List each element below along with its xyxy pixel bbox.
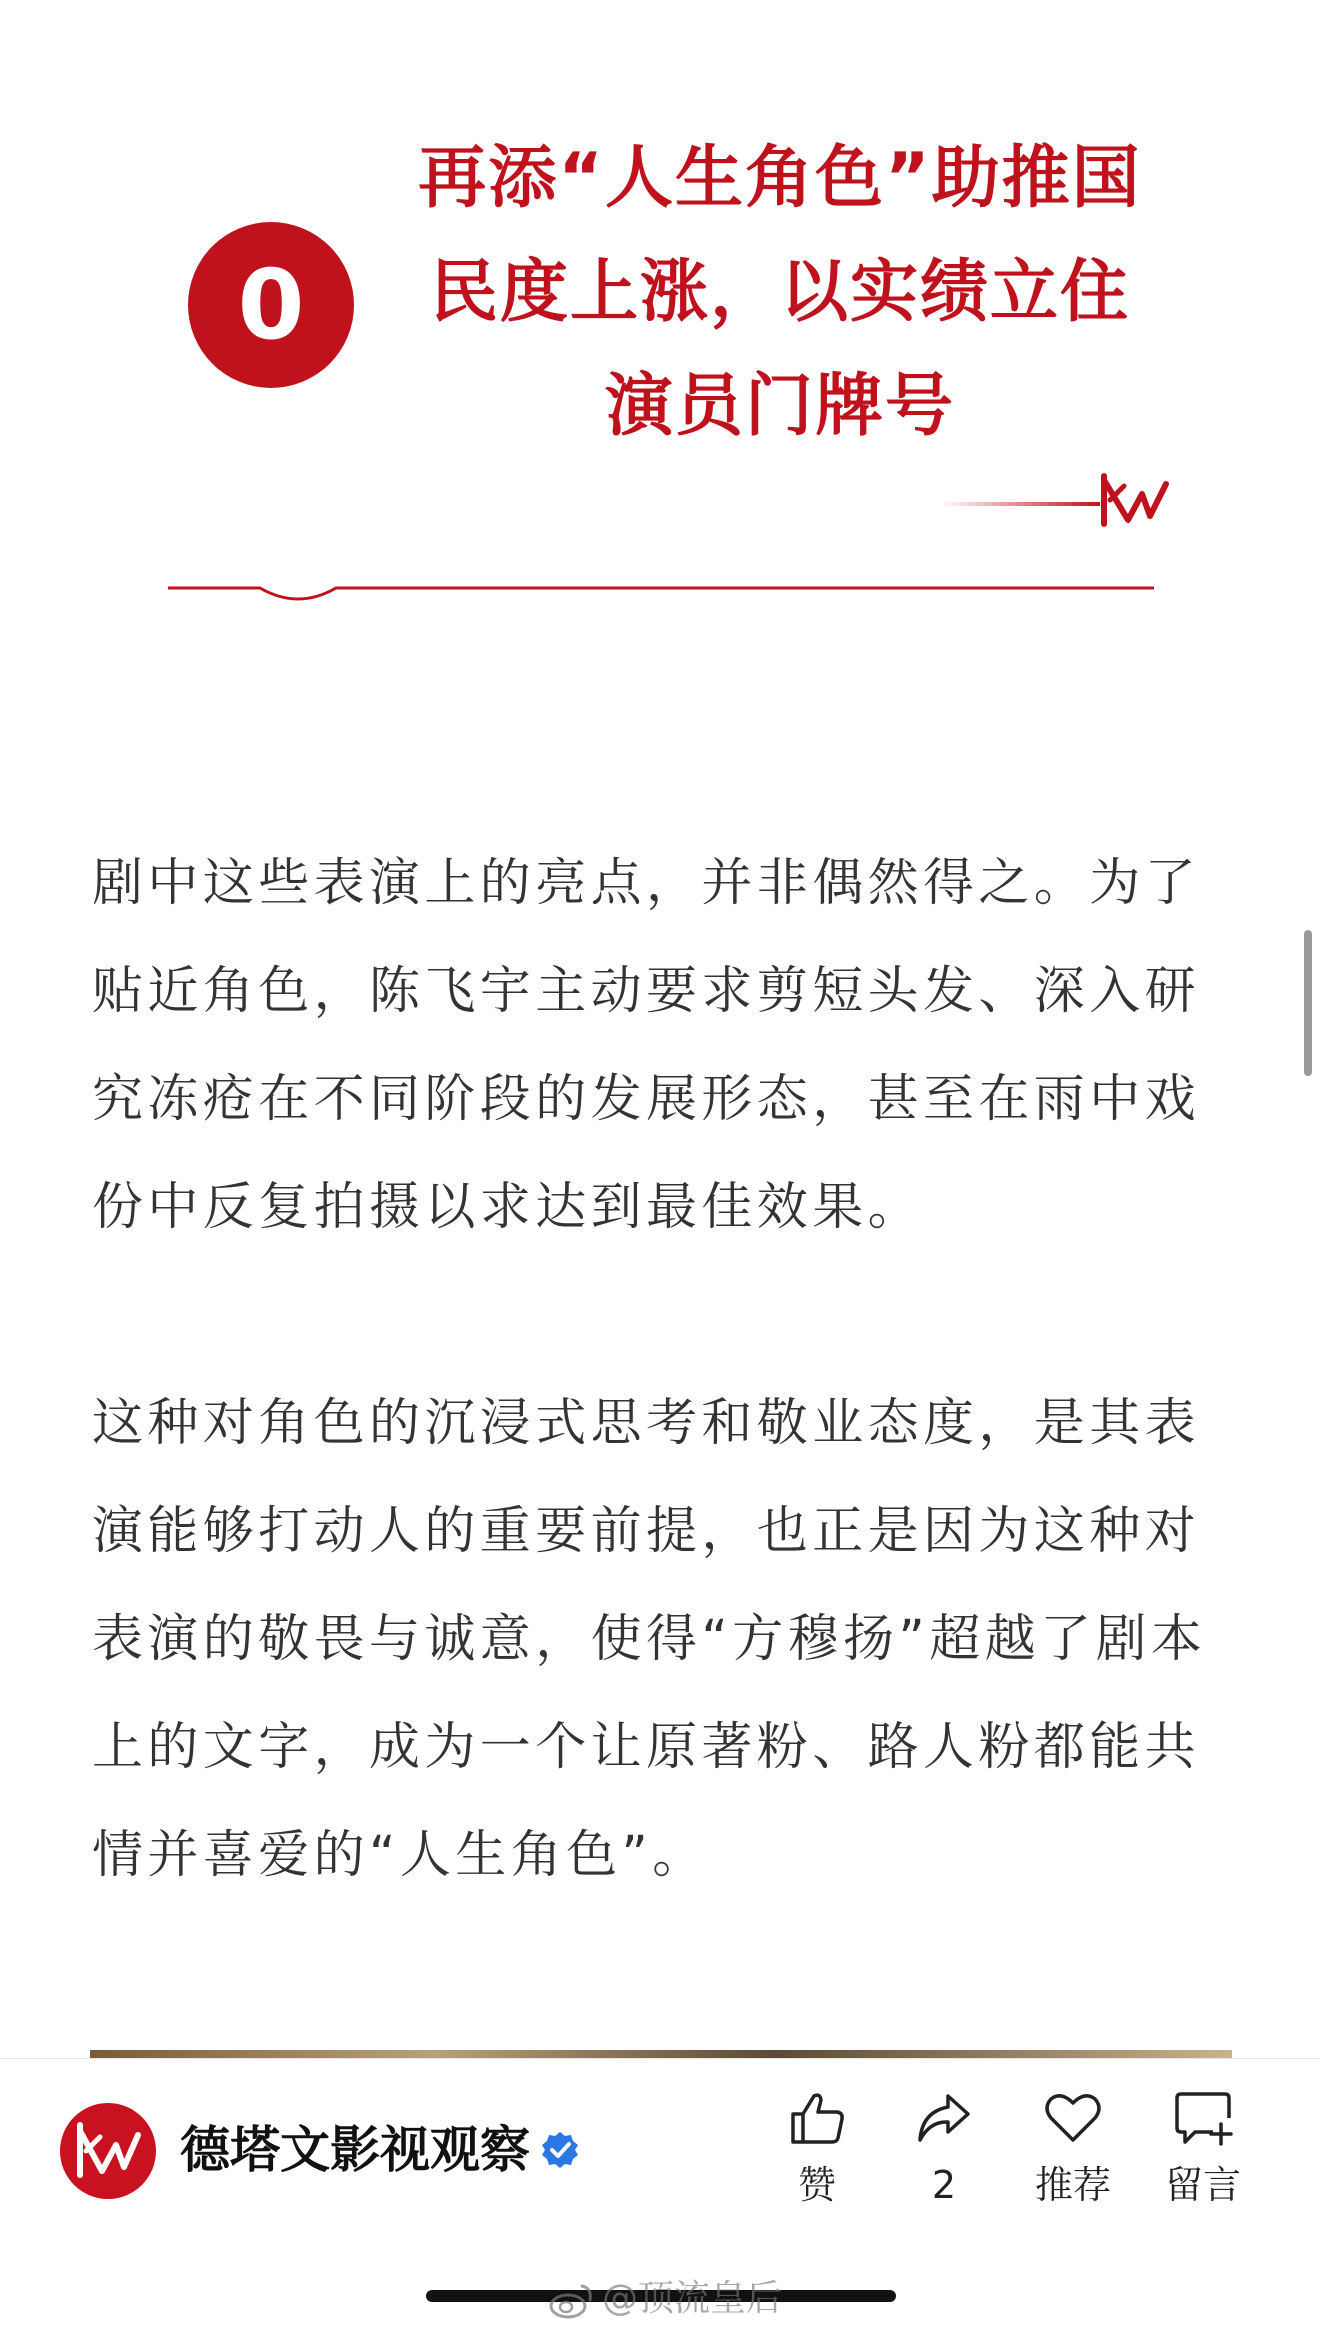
article-paragraph: 剧中这些表演上的亮点，并非偶然得之。为了贴近角色，陈飞宇主动要求剪短头发、深入研究冻疮在不同阶段的发展形态，甚至在雨中戏份中反复拍摄以求达到最佳效果。 [92,854,1201,1237]
account-name[interactable]: 德塔文影视观察 [180,2121,530,2179]
section-divider [168,572,1154,612]
watermark [548,2272,782,2326]
like-label: 赞 [797,2163,836,2207]
share-arrow-icon [914,2088,974,2148]
recommend-button[interactable] [1018,2088,1128,2218]
watermark-text: @顶流皇后 [602,2278,783,2319]
section-header [0,0,1320,640]
comment-label: 留言 [1164,2163,1241,2207]
section-number-badge: 0 [188,222,354,388]
detawen-logo-icon [72,2119,144,2183]
article-paragraph: 这种对角色的沉浸式思考和敬业态度，是其表演能够打动人的重要前提，也正是因为这种对表演的敬畏与诚意，使得“方穆扬”超越了剧本上的文字，成为一个让原著粉、路人粉都能共情并喜爱的“人生角色”。 [92,1394,1207,1885]
section-title [370,122,1190,464]
share-button[interactable] [889,2088,999,2218]
decorative-line [940,502,1100,506]
section-title-line: 民度上涨，以实绩立住 [429,253,1130,332]
scrollbar[interactable] [1304,930,1312,1076]
thumbs-up-icon [787,2088,847,2148]
recommend-label: 推荐 [1034,2163,1111,2207]
brand-mark-icon [1098,470,1170,532]
avatar[interactable] [60,2103,156,2199]
weibo-icon [548,2280,596,2320]
like-button[interactable] [762,2088,872,2218]
section-title-line: 演员门牌号 [604,367,955,446]
section-title-line: 再添“人生角色”助推国 [418,139,1142,218]
heart-icon [1043,2088,1103,2148]
comment-button[interactable] [1148,2088,1258,2218]
comment-plus-icon [1173,2088,1233,2148]
verified-badge-icon [540,2130,580,2170]
share-count: 2 [931,2163,957,2207]
article-body [92,830,1232,2018]
